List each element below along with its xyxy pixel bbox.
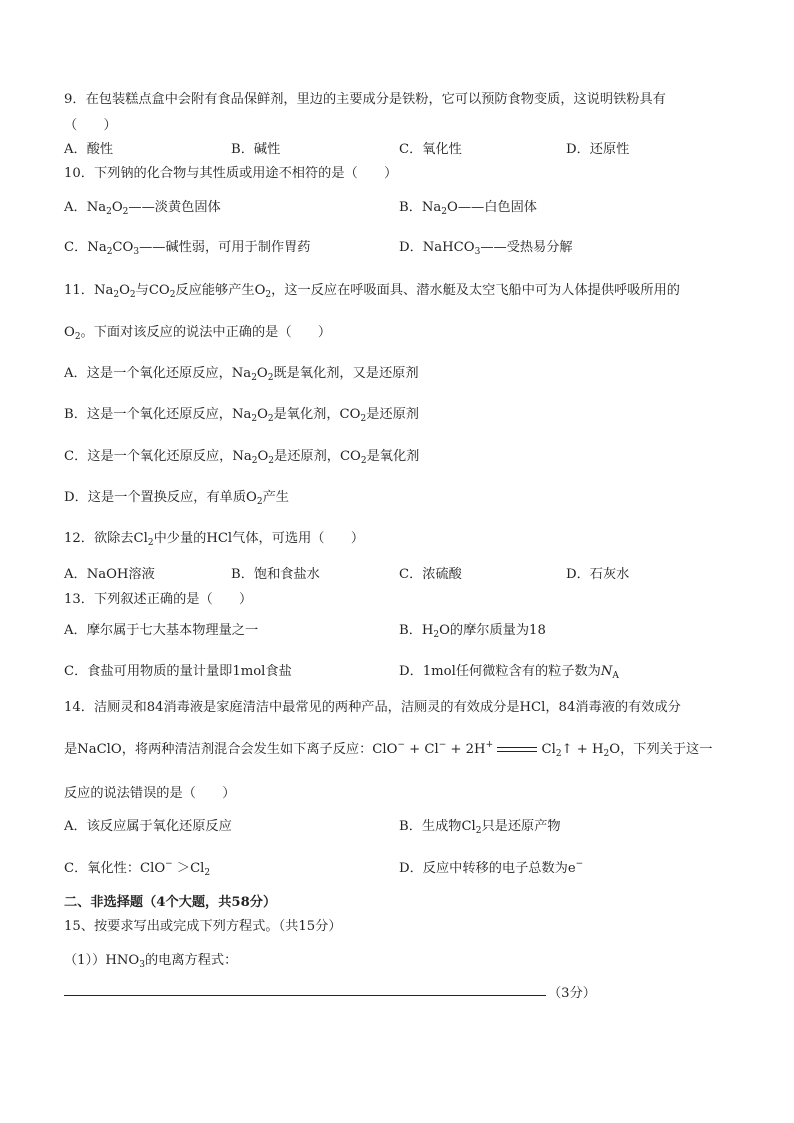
q14-option-b: B．生成物$Cl_2$只是还原产物 bbox=[399, 819, 561, 836]
q9-option-d: D．还原性 bbox=[566, 142, 630, 157]
q10-stem: 10．下列钠的化合物与其性质或用途不相符的是（ ） bbox=[64, 166, 398, 181]
q12-stem: 12．欲除去$Cl_2$中少量的HCl气体，可选用（ ） bbox=[64, 531, 365, 548]
q13-stem: 13．下列叙述正确的是（ ） bbox=[64, 592, 253, 607]
q11-option-c: C．这是一个氧化还原反应，$Na_2O_2$是还原剂，$CO_2$是氧化剂 bbox=[64, 449, 420, 466]
q15-stem: 15、按要求写出或完成下列方程式。（共15分） bbox=[64, 919, 342, 934]
q11-option-a: A．这是一个氧化还原反应，$Na_2O_2$既是氧化剂，又是还原剂 bbox=[64, 366, 419, 383]
q11-option-d: D．这是一个置换反应，有单质$O_2$产生 bbox=[64, 490, 289, 507]
q14-stem-line1: 14．洁厕灵和84消毒液是家庭清洁中最常见的两种产品，洁厕灵的有效成分是HCl，84消毒液的有效成分 bbox=[64, 700, 681, 715]
equals-arrow-icon bbox=[497, 745, 537, 755]
q10-option-b: B．$Na_2O——$白色固体 bbox=[399, 200, 537, 217]
q9-option-b: B．碱性 bbox=[231, 142, 281, 157]
q13-option-b: B．$H_2O$的摩尔质量为18 bbox=[399, 623, 546, 640]
q10-option-d: D．NaHCO$_3$——受热易分解 bbox=[399, 240, 573, 257]
q10-option-a: A．$Na_2O_2——$淡黄色固体 bbox=[64, 200, 221, 217]
q14-stem-line2: 是NaClO，将两种清洁剂混合会发生如下离子反应：ClO− + Cl− + 2H+ $Cl_2↑ + H_2O$，下列关于这一 bbox=[64, 740, 713, 759]
q13-option-c: C．食盐可用物质的量计量即1mol食盐 bbox=[64, 664, 292, 679]
q12-option-b: B．饱和食盐水 bbox=[231, 567, 320, 582]
q15-sub1: $(1))HNO_3$的电离方程式： bbox=[64, 953, 238, 970]
q14-option-a: A．该反应属于氧化还原反应 bbox=[64, 819, 232, 834]
q15-score: （3分） bbox=[548, 986, 596, 1001]
q13-option-d: D．1mol任何微粒含有的粒子数为$N_A$ bbox=[399, 664, 619, 681]
q9-paren: （ ） bbox=[64, 118, 117, 133]
q13-option-a: A．摩尔属于七大基本物理量之一 bbox=[64, 623, 259, 638]
q14-stem-line3: 反应的说法错误的是（ ） bbox=[64, 786, 236, 801]
q9-option-c: C．氧化性 bbox=[399, 142, 462, 157]
q11-option-b: B．这是一个氧化还原反应，$Na_2O_2$是氧化剂，$CO_2$是还原剂 bbox=[64, 407, 419, 424]
q11-stem-line1: 11．$Na_2O_2$与$CO_2$反应能够产生$O_2$，这一反应在呼吸面具、潜水艇及太空飞船中可为人体提供呼吸所用的 bbox=[64, 283, 680, 300]
q12-option-a: A．NaOH溶液 bbox=[64, 567, 155, 582]
q9-stem: 9．在包装糕点盒中会附有食品保鲜剂，里边的主要成分是铁粉，它可以预防食物变质，这说明铁粉具有 bbox=[64, 92, 666, 107]
q11-stem-line2: $O_2$。下面对该反应的说法中正确的是（ ） bbox=[64, 325, 332, 342]
q9-option-a: A．酸性 bbox=[64, 142, 114, 157]
q12-option-c: C．浓硫酸 bbox=[399, 567, 462, 582]
q14-option-c: C．氧化性：$ClO^- >Cl_2$ bbox=[64, 859, 211, 878]
section-title: 二、非选择题（4个大题，共58分） bbox=[64, 895, 277, 910]
q10-option-c: C．$Na_2CO_3——$碱性弱，可用于制作胃药 bbox=[64, 240, 311, 257]
q12-option-d: D．石灰水 bbox=[566, 567, 630, 582]
q14-option-d: D．反应中转移的电子总数为e− bbox=[399, 859, 584, 876]
answer-blank-line[interactable] bbox=[64, 995, 546, 996]
